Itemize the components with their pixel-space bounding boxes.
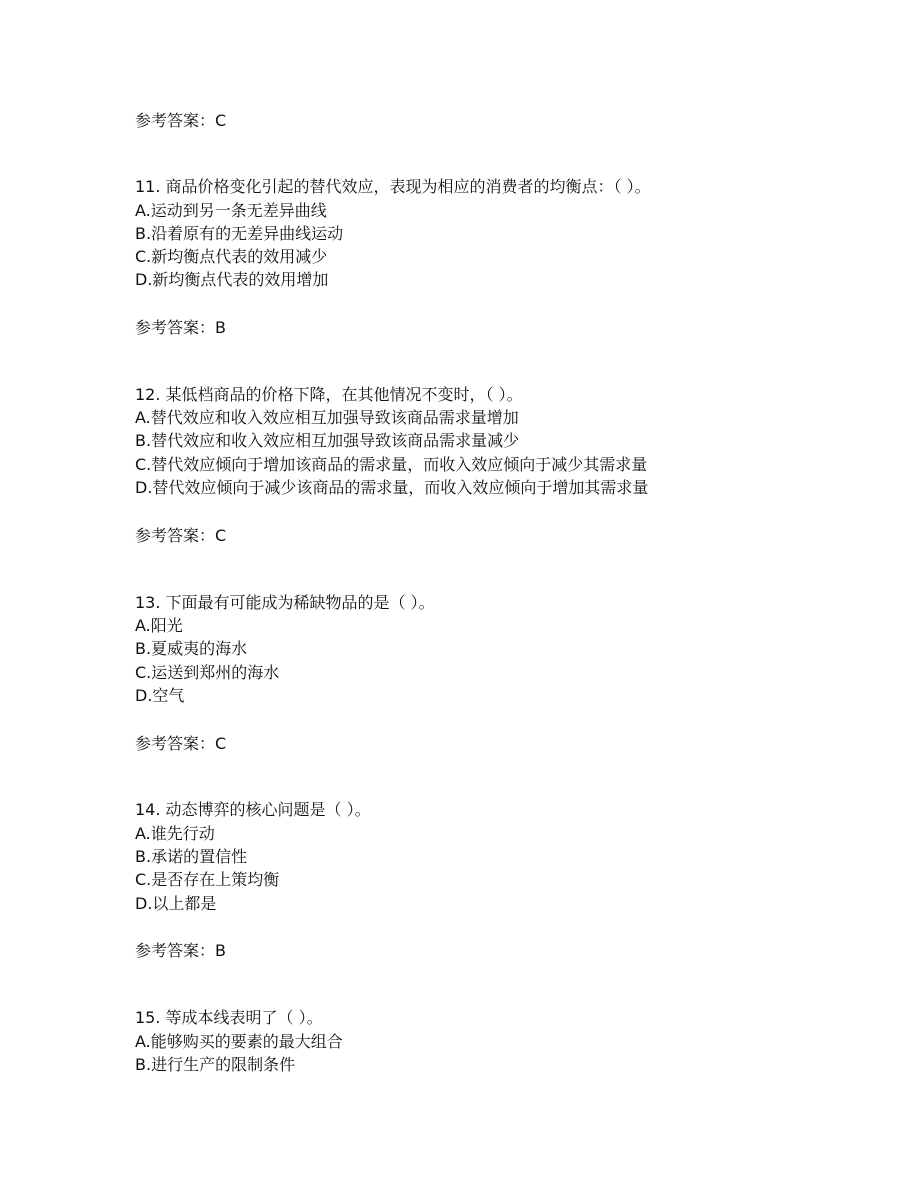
q14-option-c: C.是否存在上策均衡 [135,870,280,889]
q14-option-b: B.承诺的置信性 [135,847,248,866]
question-11-stem: 11. 商品价格变化引起的替代效应，表现为相应的消费者的均衡点：（ ）。 [135,177,651,196]
q14-option-a: A.谁先行动 [135,824,215,843]
question-15-stem: 15. 等成本线表明了（ ）。 [135,1008,323,1027]
q14-option-d: D.以上都是 [135,894,217,913]
q12-option-b: B.替代效应和收入效应相互加强导致该商品需求量减少 [135,431,520,450]
q15-option-b: B.进行生产的限制条件 [135,1055,296,1074]
question-13-stem: 13. 下面最有可能成为稀缺物品的是（ ）。 [135,593,435,612]
q11-option-c: C.新均衡点代表的效用减少 [135,247,328,266]
q13-option-c: C.运送到郑州的海水 [135,663,280,682]
answer-q10: 参考答案：C [135,111,227,130]
question-12-stem: 12. 某低档商品的价格下降，在其他情况不变时，（ ）。 [135,385,523,404]
answer-q14: 参考答案：B [135,941,226,960]
q15-option-a: A.能够购买的要素的最大组合 [135,1032,343,1051]
answer-q12: 参考答案：C [135,526,227,545]
q11-option-d: D.新均衡点代表的效用增加 [135,270,329,289]
q11-option-b: B.沿着原有的无差异曲线运动 [135,224,344,243]
q13-option-a: A.阳光 [135,616,183,635]
answer-q11: 参考答案：B [135,318,226,337]
q12-option-d: D.替代效应倾向于减少该商品的需求量，而收入效应倾向于增加其需求量 [135,478,649,497]
q12-option-a: A.替代效应和收入效应相互加强导致该商品需求量增加 [135,408,519,427]
question-14-stem: 14. 动态博弈的核心问题是（ ）。 [135,800,371,819]
q13-option-b: B.夏威夷的海水 [135,639,248,658]
answer-q13: 参考答案：C [135,734,227,753]
q12-option-c: C.替代效应倾向于增加该商品的需求量，而收入效应倾向于减少其需求量 [135,455,648,474]
q13-option-d: D.空气 [135,686,185,705]
q11-option-a: A.运动到另一条无差异曲线 [135,201,327,220]
